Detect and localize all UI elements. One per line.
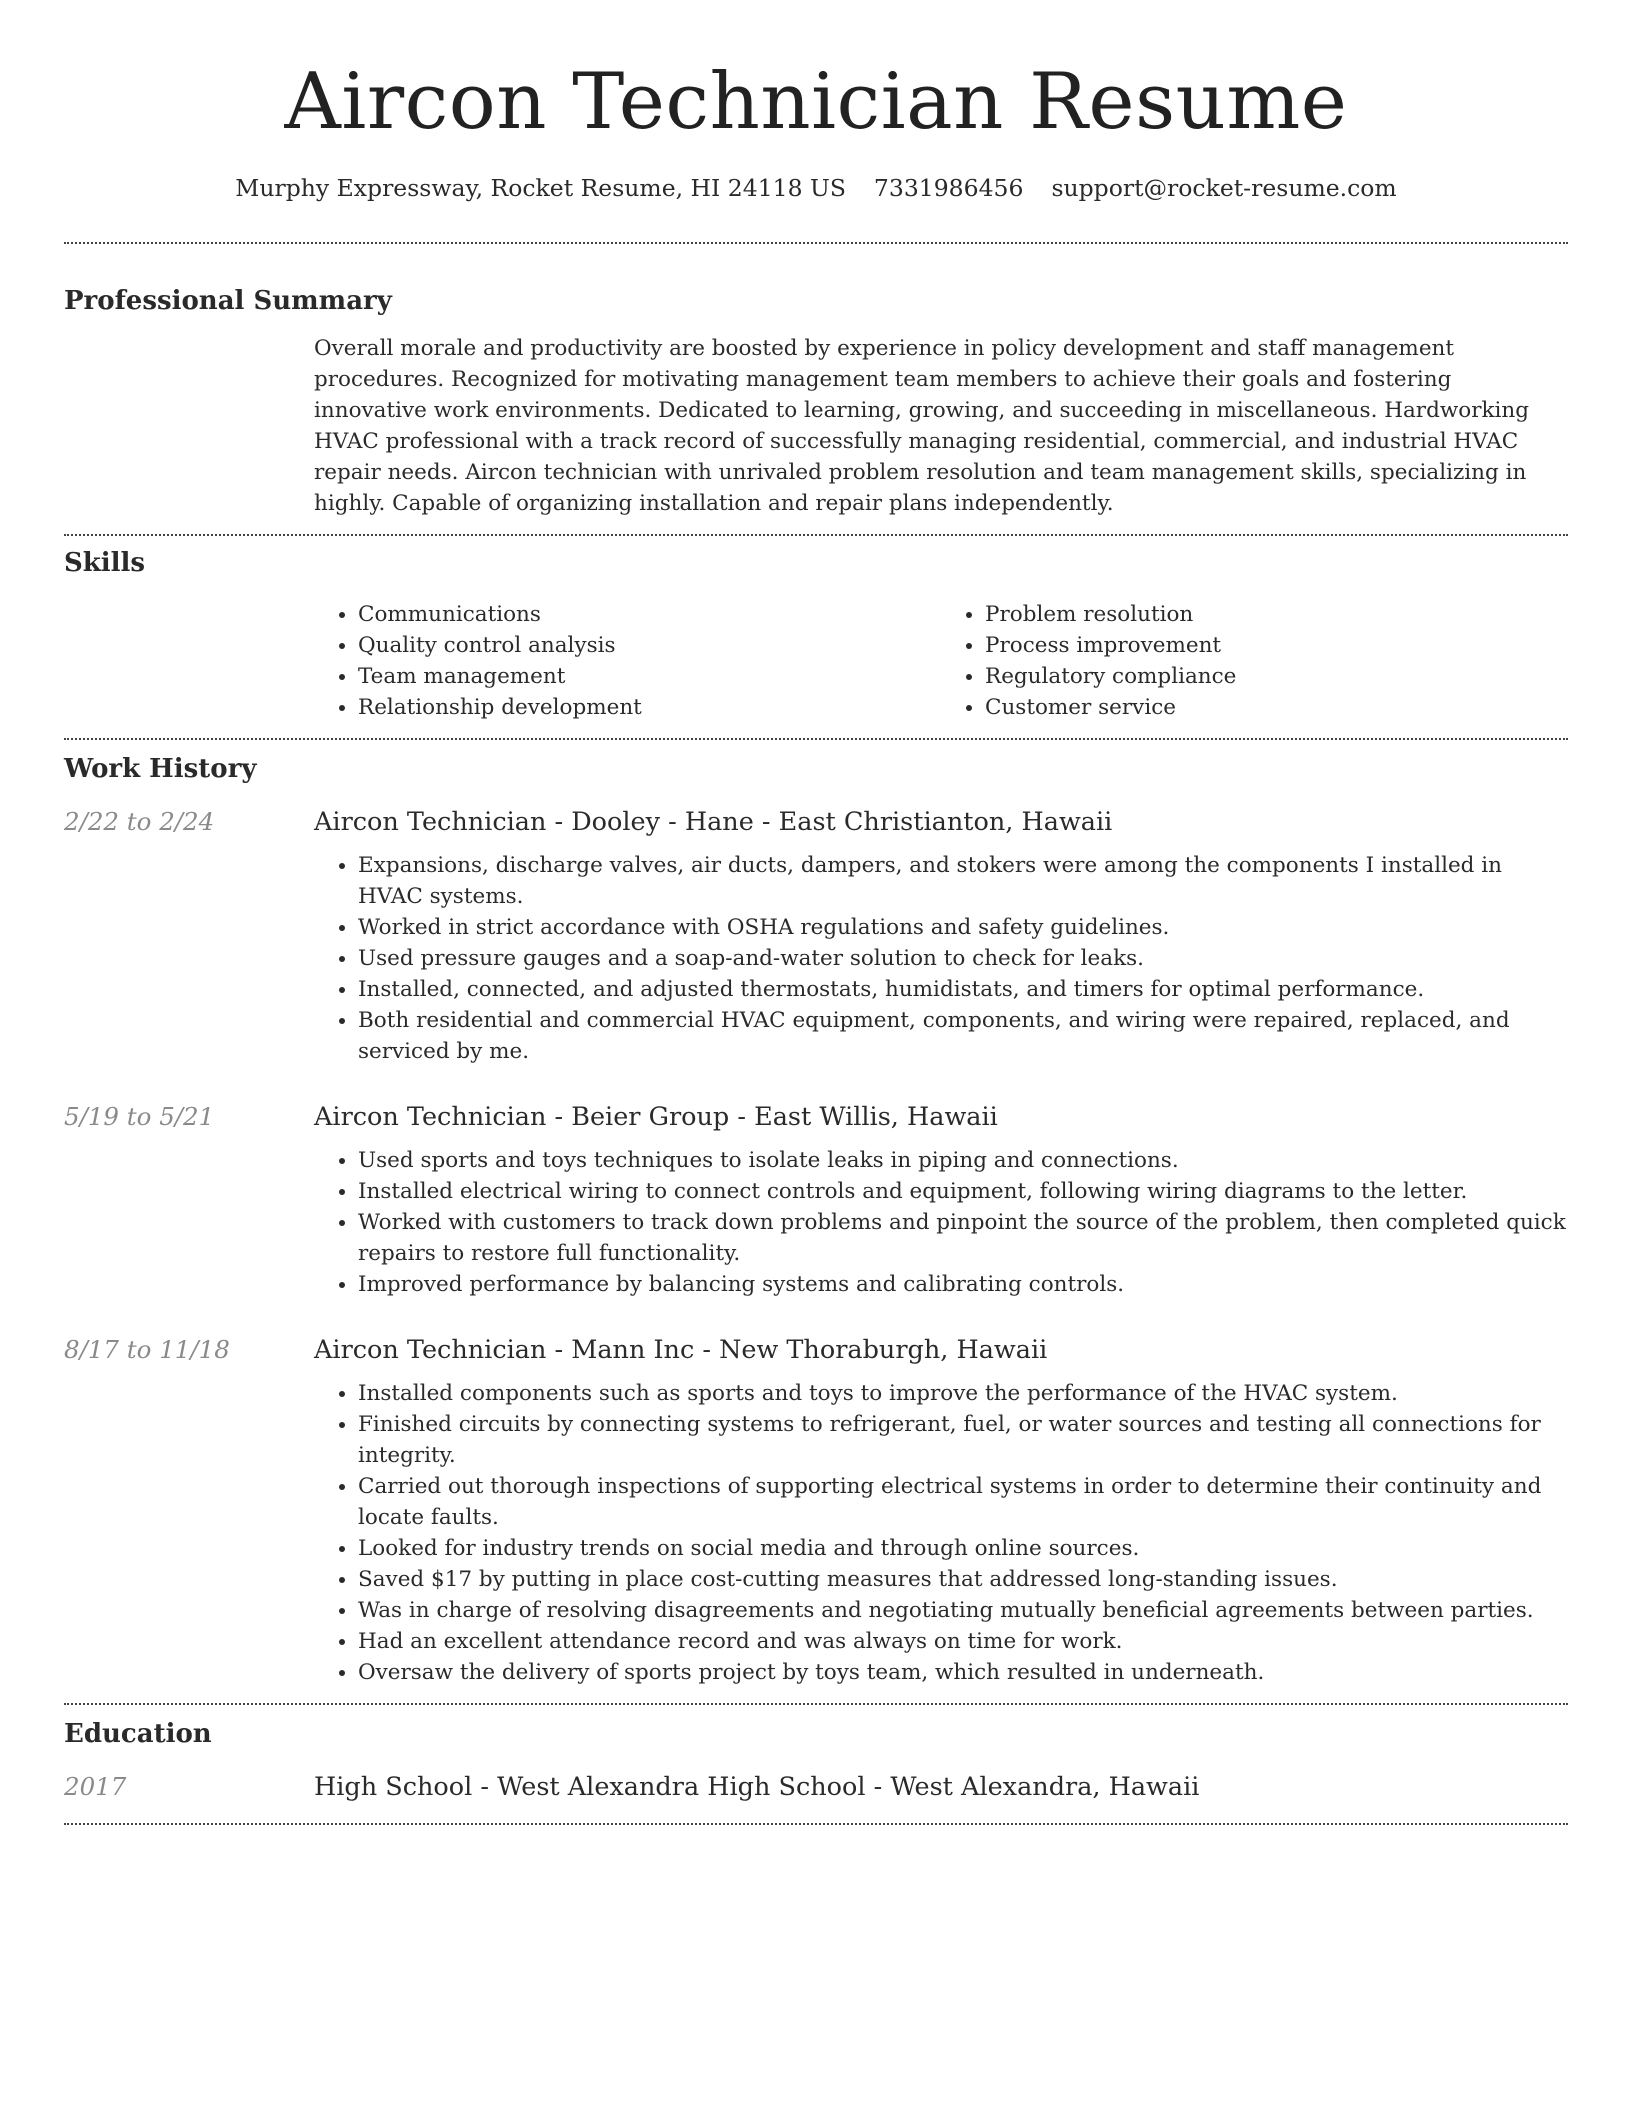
job-bullet: • Installed electrical wiring to connect controls and equipment, following wiring diagrams to the letter. xyxy=(358,1176,1568,1207)
job-bullet: • Expansions, discharge valves, air ducts, dampers, and stokers were among the components I installed in HVAC systems. xyxy=(358,850,1568,912)
job-title: Aircon Technician - Dooley - Hane - East Christianton, Hawaii xyxy=(314,807,1113,837)
contact-phone: 7331986456 xyxy=(873,174,1024,202)
skill-item: • Relationship development xyxy=(358,692,941,723)
job-bullet: • Worked in strict accordance with OSHA regulations and safety guidelines. xyxy=(358,912,1568,943)
skills-list xyxy=(314,599,1568,723)
skills-column-right xyxy=(941,599,1568,723)
education-year: 2017 xyxy=(64,1772,127,1801)
skill-item: • Team management xyxy=(358,661,941,692)
resume-title: Aircon Technician Resume xyxy=(284,57,1348,147)
job-bullet: • Was in charge of resolving disagreements and negotiating mutually beneficial agreements between parties. xyxy=(358,1595,1568,1626)
divider xyxy=(64,534,1568,536)
divider xyxy=(64,1703,1568,1705)
skills-column-left xyxy=(314,599,941,723)
divider xyxy=(64,738,1568,740)
job-bullets xyxy=(314,850,1568,1067)
job-bullet: • Saved $17 by putting in place cost-cutting measures that addressed long-standing issues. xyxy=(358,1564,1568,1595)
skill-item: • Communications xyxy=(358,599,941,630)
job-header xyxy=(64,1334,1568,1366)
job-header xyxy=(64,806,1568,838)
section-title-summary: Professional Summary xyxy=(64,286,392,316)
job-title: Aircon Technician - Mann Inc - New Thoraburgh, Hawaii xyxy=(314,1335,1048,1365)
job-dates: 2/22 to 2/24 xyxy=(64,807,215,836)
skill-item: • Regulatory compliance xyxy=(985,661,1568,692)
job-bullet: • Used sports and toys techniques to isolate leaks in piping and connections. xyxy=(358,1145,1568,1176)
job-bullet: • Had an excellent attendance record and was always on time for work. xyxy=(358,1626,1568,1657)
education-entry xyxy=(64,1771,1568,1803)
section-title-education: Education xyxy=(64,1719,212,1749)
divider xyxy=(64,242,1568,244)
job-bullet: • Looked for industry trends on social media and through online sources. xyxy=(358,1533,1568,1564)
skill-item: • Problem resolution xyxy=(985,599,1568,630)
job-bullet: • Oversaw the delivery of sports project by toys team, which resulted in underneath. xyxy=(358,1657,1568,1688)
job-bullets xyxy=(314,1145,1568,1300)
job-bullet: • Worked with customers to track down problems and pinpoint the source of the problem, then completed quick repairs to restore full functionality. xyxy=(358,1207,1568,1269)
section-title-skills: Skills xyxy=(64,548,146,578)
skill-item: • Quality control analysis xyxy=(358,630,941,661)
job-bullets xyxy=(314,1378,1568,1688)
divider xyxy=(64,1823,1568,1825)
job-header xyxy=(64,1101,1568,1133)
job-bullet: • Installed components such as sports and toys to improve the performance of the HVAC system. xyxy=(358,1378,1568,1409)
summary-text: Overall morale and productivity are boosted by experience in policy development and staff management procedures. Recognized for motivating management team members to achieve their goals and fostering innovative work environments. Dedicated to learning, growing, and succeeding in miscellaneous. Hardworking HVAC professional with a track record of successfully managing residential, commercial, and industrial HVAC repair needs. Aircon technician with unrivaled problem resolution and team management skills, specializing in highly. Capable of organizing installation and repair plans independently. xyxy=(314,336,1529,516)
job-dates: 8/17 to 11/18 xyxy=(64,1335,230,1364)
job-bullet: • Carried out thorough inspections of supporting electrical systems in order to determine their continuity and locate faults. xyxy=(358,1471,1568,1533)
job-bullet: • Both residential and commercial HVAC equipment, components, and wiring were repaired, replaced, and serviced by me. xyxy=(358,1005,1568,1067)
contact-address: Murphy Expressway, Rocket Resume, HI 24118 US xyxy=(235,174,846,202)
job-bullet: • Used pressure gauges and a soap-and-water solution to check for leaks. xyxy=(358,943,1568,974)
job-dates: 5/19 to 5/21 xyxy=(64,1102,215,1131)
job-bullet: • Installed, connected, and adjusted thermostats, humidistats, and timers for optimal performance. xyxy=(358,974,1568,1005)
education-details: High School - West Alexandra High School - West Alexandra, Hawaii xyxy=(314,1772,1200,1802)
contact-email[interactable]: support@rocket-resume.com xyxy=(1051,174,1397,202)
skill-item: • Process improvement xyxy=(985,630,1568,661)
job-bullet: • Improved performance by balancing systems and calibrating controls. xyxy=(358,1269,1568,1300)
skill-item: • Customer service xyxy=(985,692,1568,723)
section-title-work: Work History xyxy=(64,754,257,784)
resume-page xyxy=(64,0,1568,1825)
job-title: Aircon Technician - Beier Group - East Willis, Hawaii xyxy=(314,1102,998,1132)
contact-line xyxy=(64,172,1568,204)
job-bullet: • Finished circuits by connecting systems to refrigerant, fuel, or water sources and testing all connections for integrity. xyxy=(358,1409,1568,1471)
